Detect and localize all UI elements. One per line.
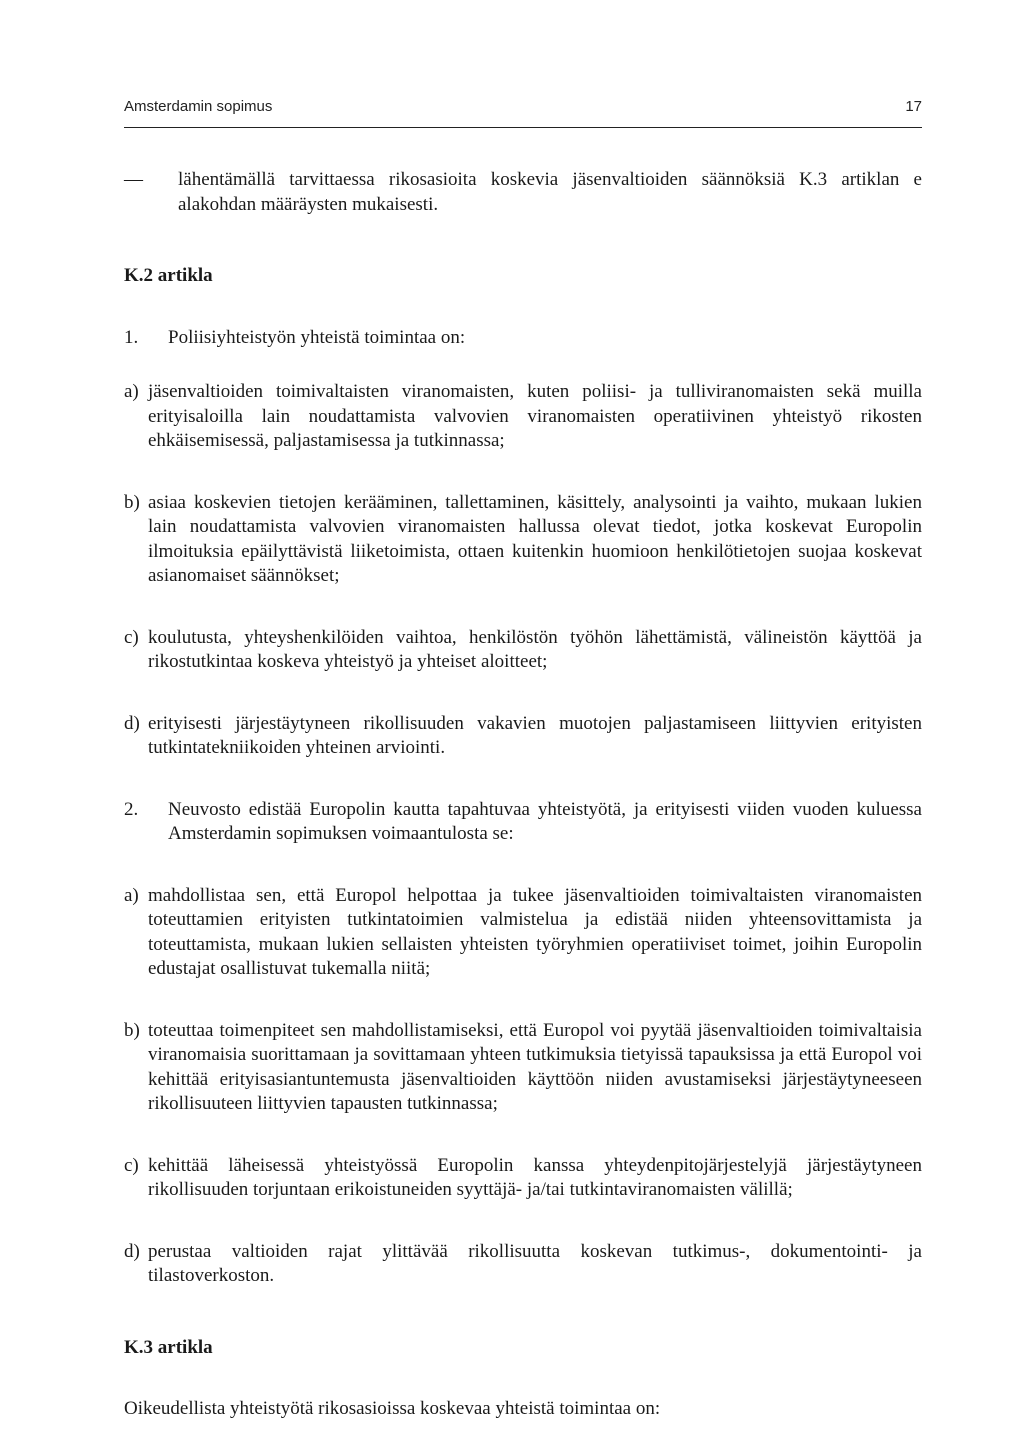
k2-2-item-b [124, 1019, 922, 1117]
item-marker: a) [124, 884, 139, 906]
item-text: kehittää läheisessä yhteistyössä Europolin kanssa yhteydenpitojärjestelyjä järjestäytyneen rikollisuuden torjuntaan erikoistuneiden syyttäjä- ja/tai tutkintaviranomaisten välillä; [148, 1154, 922, 1200]
document-body [124, 168, 922, 1422]
paragraph-text: Poliisiyhteistyön yhteistä toimintaa on: [168, 326, 466, 348]
paragraph-number: 2. [124, 798, 139, 820]
intro-dash-item [124, 168, 922, 217]
k2-2-item-a [124, 884, 922, 982]
k2-paragraph-2 [124, 798, 922, 847]
paragraph-text: Neuvosto edistää Europolin kautta tapahtuvaa yhteistyötä, ja erityisesti viiden vuoden kuluessa Amsterdamin sopimuksen voimaantulosta se: [168, 798, 922, 844]
item-text: perustaa valtioiden rajat ylittävää rikollisuutta koskevan tutkimus-, dokumentointi- ja tilastoverkoston. [148, 1240, 922, 1286]
dash-marker: — [124, 169, 143, 190]
item-text: erityisesti järjestäytyneen rikollisuuden vakavien muotojen paljastamiseen liittyvien erityisten tutkintatekniikoiden yhteinen arviointi. [148, 712, 922, 758]
item-text: asiaa koskevien tietojen kerääminen, tallettaminen, käsittely, analysointi ja vaihto, mukaan lukien lain noudattamista valvovien viranomaisten hallussa olevat tiedot, jotka koskevat Europolin ilmoituksia epäilyttävistä liiketoimista, ottaen kuitenkin huomioon henkilötietojen suojaa koskevat asianomaiset säännökset; [148, 491, 922, 586]
running-header [124, 98, 922, 122]
item-marker: a) [124, 381, 139, 402]
article-k3-intro: Oikeudellista yhteistyötä rikosasioissa koskevaa yhteistä toimintaa on: [124, 1398, 661, 1419]
k2-1-item-d [124, 712, 922, 761]
item-marker: b) [124, 491, 140, 513]
k2-1-item-c [124, 626, 922, 675]
item-text: koulutusta, yhteyshenkilöiden vaihtoa, henkilöstön työhön lähettämistä, välineistön käyttöä ja rikostutkintaa koskeva yhteistyö ja yhteiset aloitteet; [148, 626, 922, 672]
item-text: mahdollistaa sen, että Europol helpottaa ja tukee jäsenvaltioiden toimivaltaisten viranomaisten toteuttamien erityisten tutkintatoimien valmistelua ja edistää niiden yhteensovittamista ja toteuttamista, mukaan lukien sellaisten yhteisten työryhmien operatiiviset toimet, joihin Europolin edustajat osallistuvat tukemalla niitä; [148, 884, 922, 979]
item-marker: d) [124, 1240, 140, 1262]
intro-text: lähentämällä tarvittaessa rikosasioita koskevia jäsenvaltioiden säännöksiä K.3 artiklan e alakohdan määräysten mukaisesti. [178, 169, 922, 215]
item-marker: c) [124, 1154, 139, 1176]
item-text: toteuttaa toimenpiteet sen mahdollistamiseksi, että Europol voi pyytää jäsenvaltioiden toimivaltaisia viranomaisia suorittamaan ja sovittamaan yhteen tutkimuksia tietyissä tapauksissa ja että Europol voi kehittää erityisasiantuntemusta jäsenvaltioiden käyttöön niiden avustamiseksi järjestäytyneeseen rikollisuuteen liittyvien tapausten tutkinnassa; [148, 1019, 922, 1114]
item-marker: c) [124, 626, 139, 648]
header-rule [124, 127, 922, 128]
article-k3-heading: K.3 artikla [124, 1336, 213, 1358]
k2-1-item-b [124, 491, 922, 589]
running-header-title: Amsterdamin sopimus [124, 98, 273, 115]
article-k2-heading: K.2 artikla [124, 265, 213, 286]
paragraph-number: 1. [124, 326, 139, 348]
page-number: 17 [905, 98, 922, 115]
k2-paragraph-1 [124, 326, 922, 351]
item-text: jäsenvaltioiden toimivaltaisten viranomaisten, kuten poliisi- ja tulliviranomaisten sekä muilla erityisaloilla lain noudattamista valvovien viranomaisten operatiivinen yhteistyö rikosten ehkäisemisessä, paljastamisessa ja tutkinnassa; [148, 381, 922, 451]
k2-2-item-d [124, 1240, 922, 1289]
item-marker: d) [124, 712, 140, 734]
item-marker: b) [124, 1019, 140, 1041]
k2-1-item-a [124, 380, 922, 454]
k2-2-item-c [124, 1154, 922, 1203]
